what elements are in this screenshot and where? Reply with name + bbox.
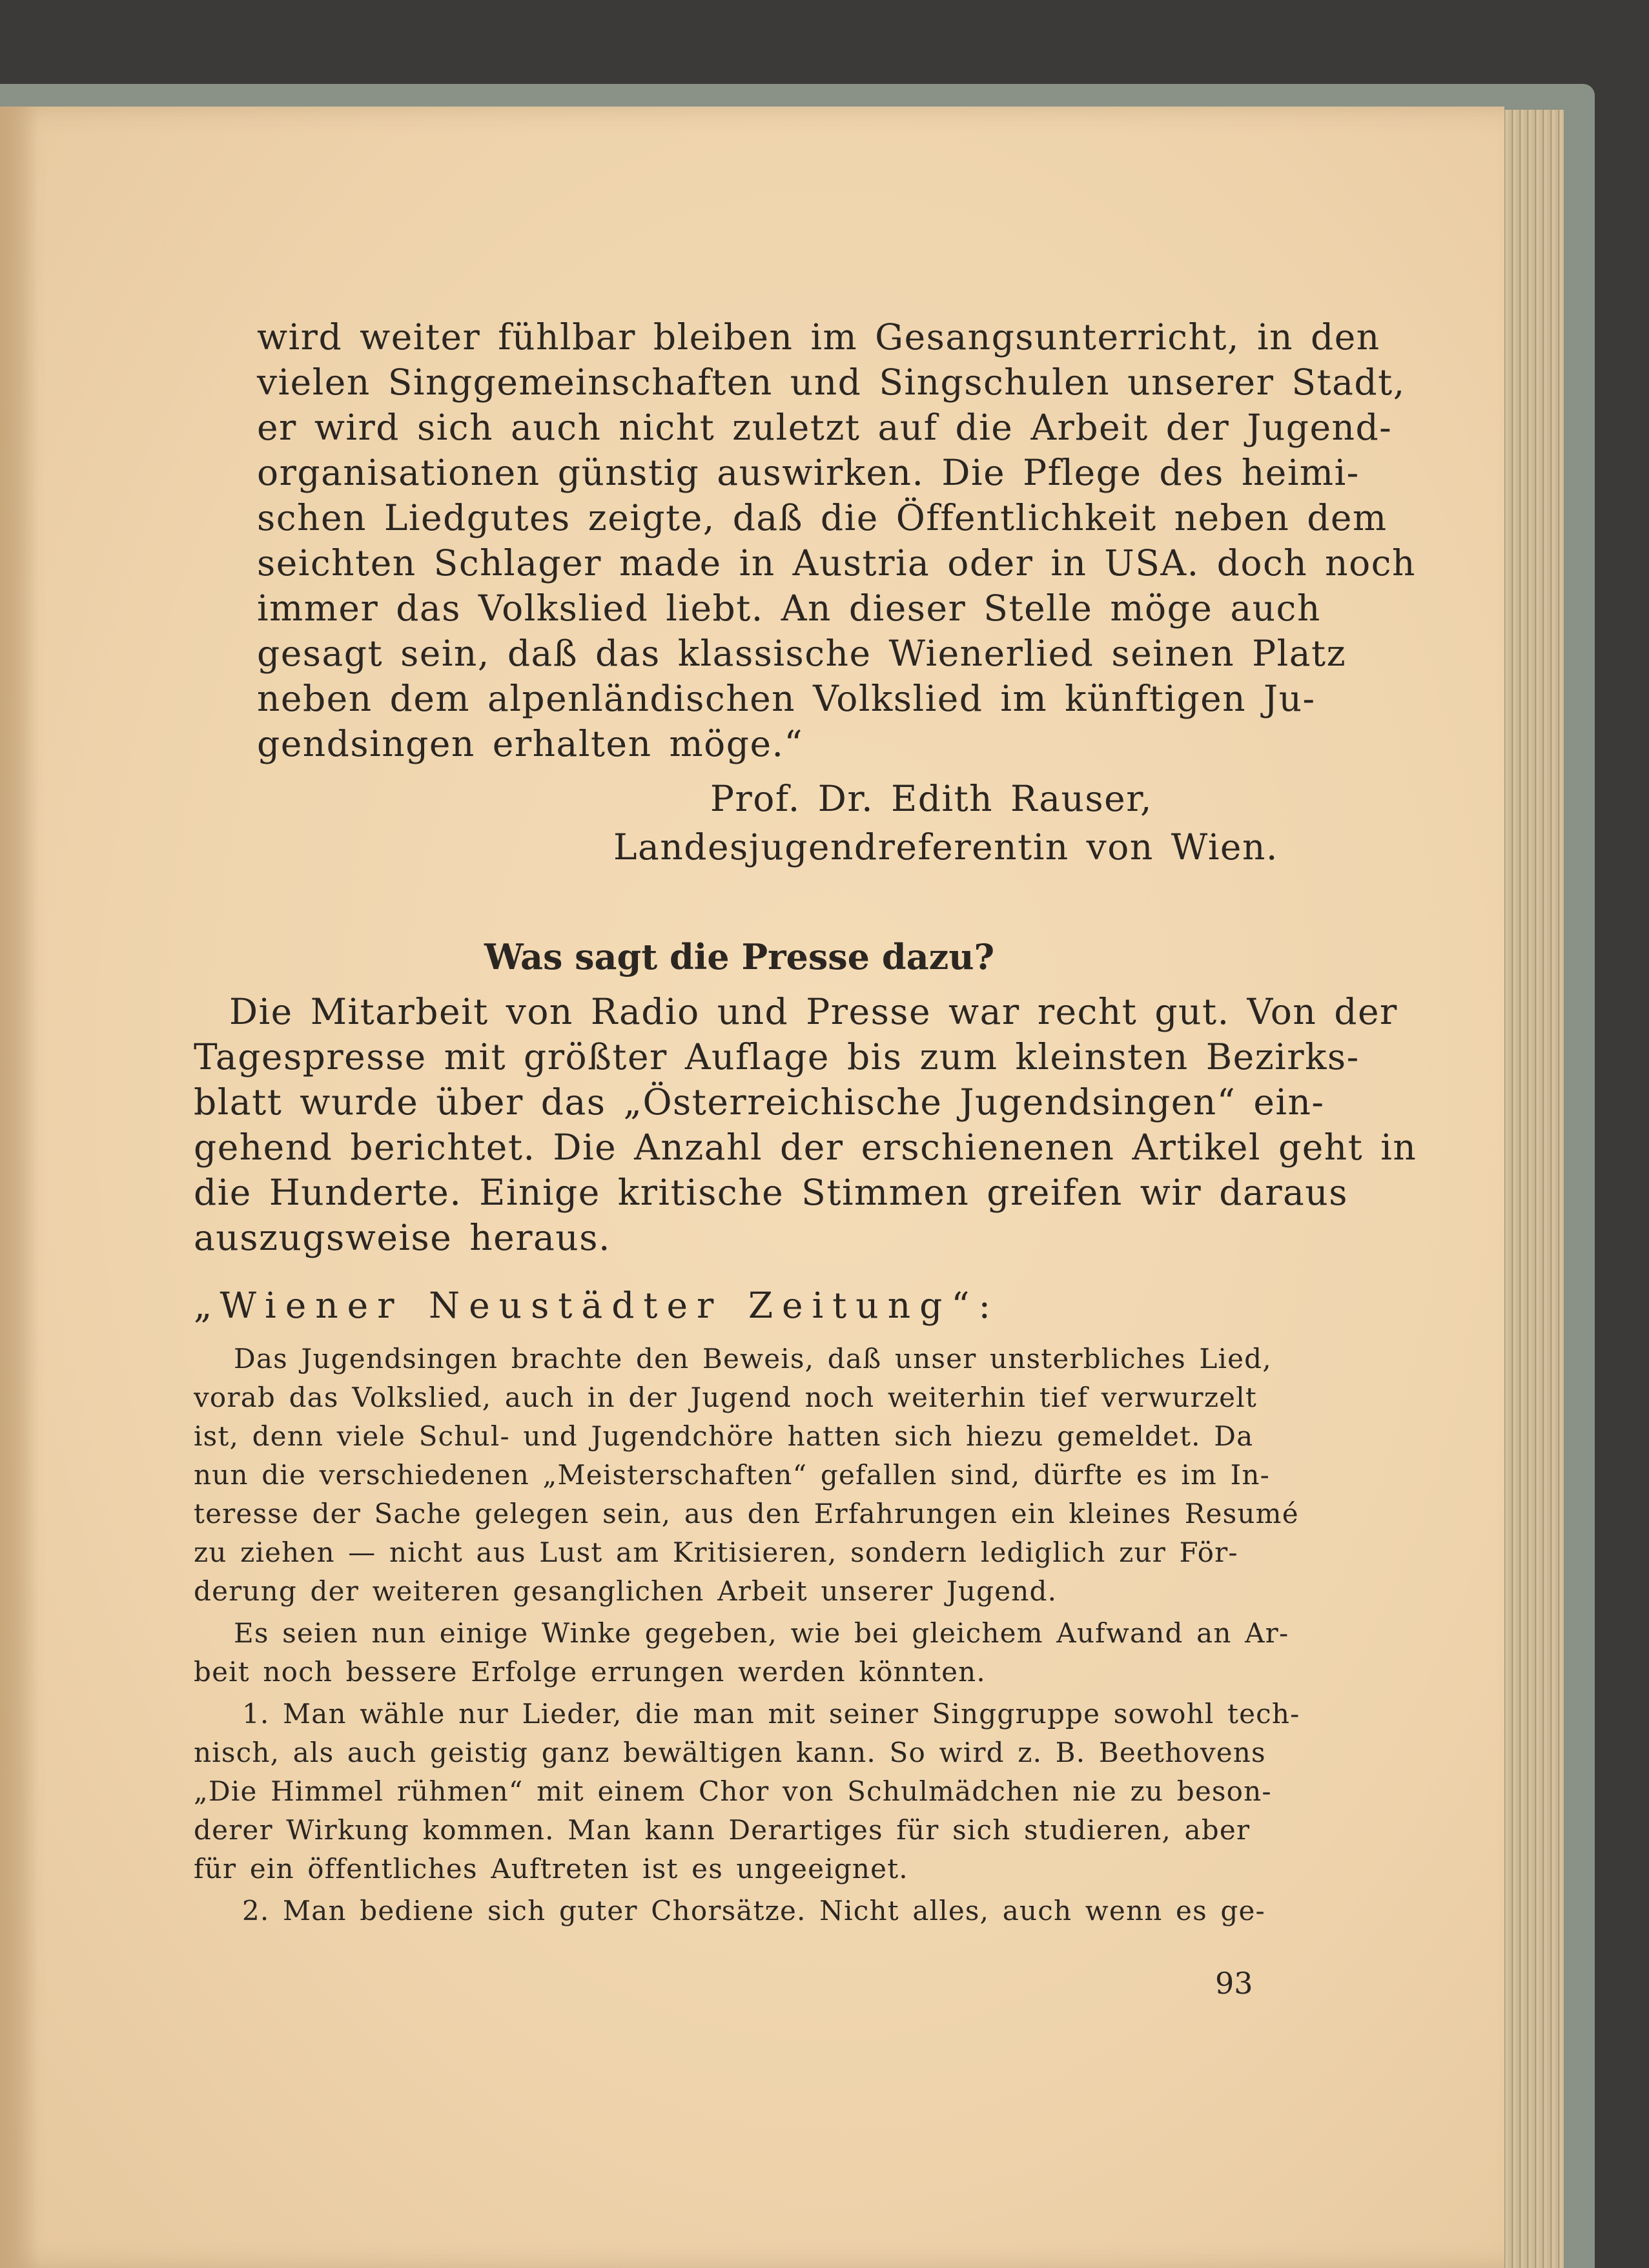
signature-name: Prof. Dr. Edith Rauser,	[710, 778, 1152, 819]
text-line: gesagt sein, daß das klassische Wienerlied seinen Platz	[257, 633, 1347, 674]
page-number: 93	[1215, 1966, 1253, 2001]
text-line: gendsingen erhalten möge.“	[257, 723, 804, 764]
text-line: Es seien nun einige Winke gegeben, wie bei gleichem Aufwand an Ar-	[234, 1617, 1289, 1649]
section-heading: Was sagt die Presse dazu?	[484, 936, 995, 977]
text-line: er wird sich auch nicht zuletzt auf die Arbeit der Jugend-	[257, 407, 1393, 448]
text-line: vielen Singgemeinschaften und Singschulen unserer Stadt,	[257, 362, 1406, 403]
text-line: nisch, als auch geistig ganz bewältigen kann. So wird z. B. Beethovens	[194, 1737, 1266, 1768]
text-line: „Die Himmel rühmen“ mit einem Chor von Schulmädchen nie zu beson-	[194, 1775, 1272, 1807]
text-line: Die Mitarbeit von Radio und Presse war recht gut. Von der	[229, 991, 1398, 1032]
text-line: vorab das Volkslied, auch in der Jugend noch weiterhin tief verwurzelt	[194, 1382, 1257, 1413]
text-line: seichten Schlager made in Austria oder in USA. doch noch	[257, 542, 1416, 584]
text-line: immer das Volkslied liebt. An dieser Stelle möge auch	[257, 587, 1321, 629]
text-line: 1. Man wähle nur Lieder, die man mit seiner Singgruppe sowohl tech-	[242, 1698, 1300, 1730]
text-line: zu ziehen — nicht aus Lust am Kritisieren, sondern lediglich zur För-	[194, 1537, 1238, 1568]
text-line: 2. Man bediene sich guter Chorsätze. Nicht alles, auch wenn es ge-	[242, 1895, 1265, 1926]
text-line: gehend berichtet. Die Anzahl der erschienenen Artikel geht in	[194, 1127, 1417, 1168]
text-line: organisationen günstig auswirken. Die Pflege des heimi-	[257, 452, 1360, 493]
text-line: derer Wirkung kommen. Man kann Derartiges für sich studieren, aber	[194, 1814, 1251, 1846]
text-line: Das Jugendsingen brachte den Beweis, daß unser unsterbliches Lied,	[234, 1343, 1272, 1374]
page-gutter	[0, 107, 39, 2268]
text-line: für ein öffentliches Auftreten ist es ungeeignet.	[194, 1853, 908, 1885]
signature-role: Landesjugendreferentin von Wien.	[613, 826, 1278, 868]
text-line: auszugsweise heraus.	[194, 1217, 611, 1258]
text-line: nun die verschiedenen „Meisterschaften“ gefallen sind, dürfte es im In-	[194, 1459, 1270, 1491]
text-line: Tagespresse mit größter Auflage bis zum kleinsten Bezirks-	[194, 1036, 1360, 1078]
text-line: ist, denn viele Schul- und Jugendchöre hatten sich hiezu gemeldet. Da	[194, 1420, 1254, 1452]
text-line: neben dem alpenländischen Volkslied im künftigen Ju-	[257, 678, 1316, 719]
text-line: wird weiter fühlbar bleiben im Gesangsunterricht, in den	[257, 316, 1380, 358]
quote-source: „Wiener Neustädter Zeitung“:	[194, 1285, 999, 1326]
text-line: beit noch bessere Erfolge errungen werden könnten.	[194, 1656, 986, 1688]
text-line: derung der weiteren gesanglichen Arbeit unserer Jugend.	[194, 1575, 1058, 1607]
text-line: schen Liedgutes zeigte, daß die Öffentlichkeit neben dem	[257, 497, 1388, 538]
text-line: blatt wurde über das „Österreichische Jugendsingen“ ein-	[194, 1081, 1325, 1123]
text-line: teresse der Sache gelegen sein, aus den Erfahrungen ein kleines Resumé	[194, 1498, 1299, 1529]
text-line: die Hunderte. Einige kritische Stimmen greifen wir daraus	[194, 1172, 1348, 1213]
